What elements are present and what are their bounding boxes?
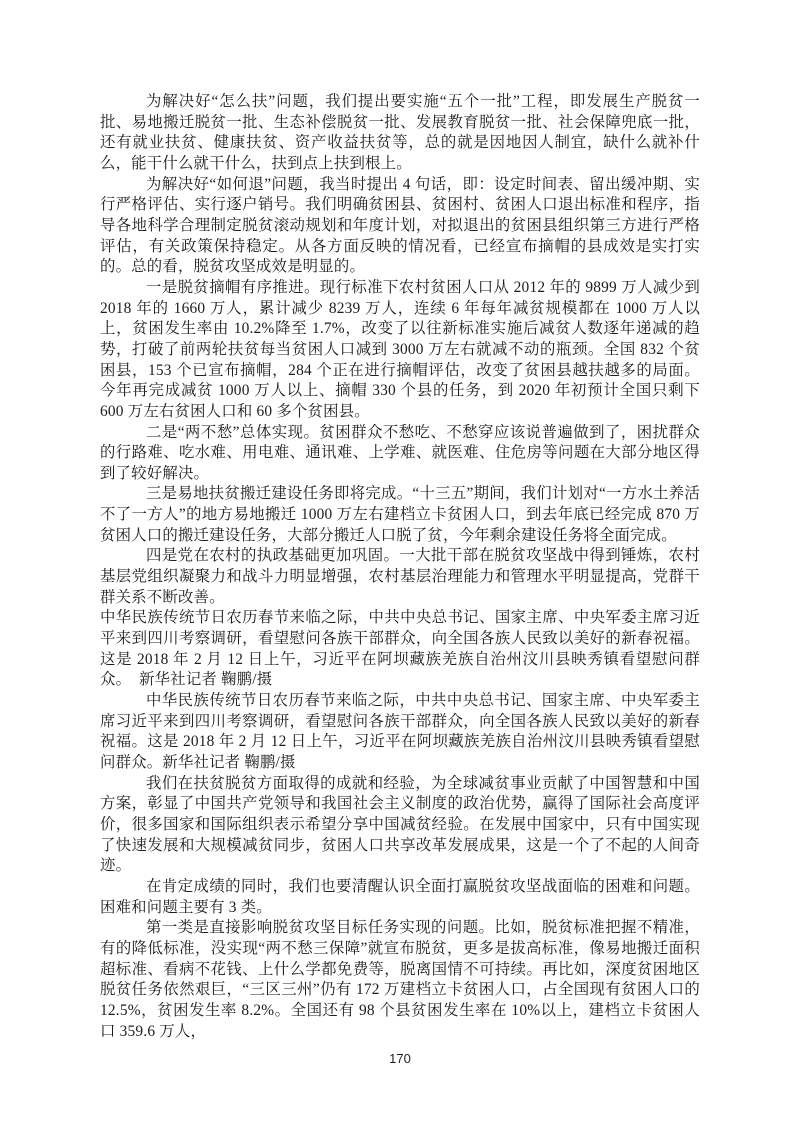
- page-number: 170: [389, 1051, 411, 1066]
- paragraph: 在肯定成绩的同时，我们也要清醒认识全面打赢脱贫攻坚战面临的困难和问题。困难和问题主要有 3 类。: [100, 877, 700, 916]
- paragraph: 四是党在农村的执政基础更加巩固。一大批干部在脱贫攻坚战中得到锤炼，农村基层党组织凝聚力和战斗力明显增强，农村基层治理能力和管理水平明显提高，党群干群关系不断改善。: [100, 547, 700, 606]
- body-text: [100, 92, 700, 1042]
- photo-caption: 中华民族传统节日农历春节来临之际，中共中央总书记、国家主席、中央军委主席习近平来到四川考察调研，看望慰问各族干部群众，向全国各族人民致以美好的新春祝福。这是 2018 年 2 月 12 日上午，习近平在阿坝藏族羌族自治州汶川县映秀镇看望慰问群众。 新华社记者 鞠鹏/摄: [100, 609, 700, 689]
- paragraph: 二是“两不愁”总体实现。贫困群众不愁吃、不愁穿应该说普遍做到了，困扰群众的行路难、吃水难、用电难、通讯难、上学难、就医难、住危房等问题在大部分地区得到了较好解决。: [100, 423, 700, 482]
- photo-caption: 中华民族传统节日农历春节来临之际，中共中央总书记、国家主席、中央军委主席习近平来到四川考察调研，看望慰问各族干部群众，向全国各族人民致以美好的新春祝福。这是 2018 年 2 月 12 日上午，习近平在阿坝藏族羌族自治州汶川县映秀镇看望慰问群众。新华社记者 鞠鹏/摄: [100, 692, 700, 771]
- paragraph: 为解决好“如何退”问题，我当时提出 4 句话，即：设定时间表、留出缓冲期、实行严格评估、实行逐户销号。我们明确贫困县、贫困村、贫困人口退出标准和程序，指导各地科学合理制定脱贫滚动规划和年度计划，对拟退出的贫困县组织第三方进行严格评估，有关政策保持稳定。从各方面反映的情况看，已经宣布摘帽的县成效是实打实的。总的看，脱贫攻坚成效是明显的。: [100, 175, 700, 276]
- paragraph: 一是脱贫摘帽有序推进。现行标准下农村贫困人口从 2012 年的 9899 万人减少到 2018 年的 1660 万人，累计减少 8239 万人，连续 6 年每年减贫规模都在 1000 万人以上，贫困发生率由 10.2%降至 1.7%，改变了以往新标准实施后减贫人数逐年递减的趋势，打破了前两轮扶贫每当贫困人口减到 3000 万左右就减不动的瓶颈。全国 832 个贫困县，153 个已宣布摘帽，284 个正在进行摘帽评估，改变了贫困县越扶越多的局面。今年再完成减贫 1000 万人以上、摘帽 330 个县的任务，到 2020 年初预计全国只剩下 600 万左右贫困人口和 60 多个贫困县。: [100, 278, 700, 420]
- paragraph: 为解决好“怎么扶”问题，我们提出要实施“五个一批”工程，即发展生产脱贫一批、易地搬迁脱贫一批、生态补偿脱贫一批、发展教育脱贫一批、社会保障兜底一批，还有就业扶贫、健康扶贫、资产收益扶贫等，总的就是因地因人制宜，缺什么就补什么，能干什么就干什么，扶到点上扶到根上。: [100, 93, 700, 172]
- paragraph: 第一类是直接影响脱贫攻坚目标任务实现的问题。比如，脱贫标准把握不精准，有的降低标准，没实现“两不愁三保障”就宣布脱贫，更多是拔高标准，像易地搬迁面积超标准、看病不花钱、上什么学都免费等，脱离国情不可持续。再比如，深度贫困地区脱贫任务依然艰巨，“三区三州”仍有 172 万建档立卡贫困人口，占全国现有贫困人口的 12.5%，贫困发生率 8.2%。全国还有 98 个县贫困发生率在 10%以上，建档立卡贫困人口 359.6 万人，: [100, 919, 700, 1040]
- paragraph: 我们在扶贫脱贫方面取得的成就和经验，为全球减贫事业贡献了中国智慧和中国方案，彰显了中国共产党领导和我国社会主义制度的政治优势，赢得了国际社会高度评价，很多国家和国际组织表示希望分享中国减贫经验。在发展中国家中，只有中国实现了快速发展和大规模减贫同步，贫困人口共享改革发展成果，这是一个了不起的人间奇迹。: [100, 774, 700, 875]
- paragraph: 三是易地扶贫搬迁建设任务即将完成。“十三五”期间，我们计划对“一方水土养活不了一方人”的地方易地搬迁 1000 万左右建档立卡贫困人口，到去年底已经完成 870 万贫困人口的搬迁建设任务，大部分搬迁人口脱了贫，今年剩余建设任务将全面完成。: [100, 485, 700, 544]
